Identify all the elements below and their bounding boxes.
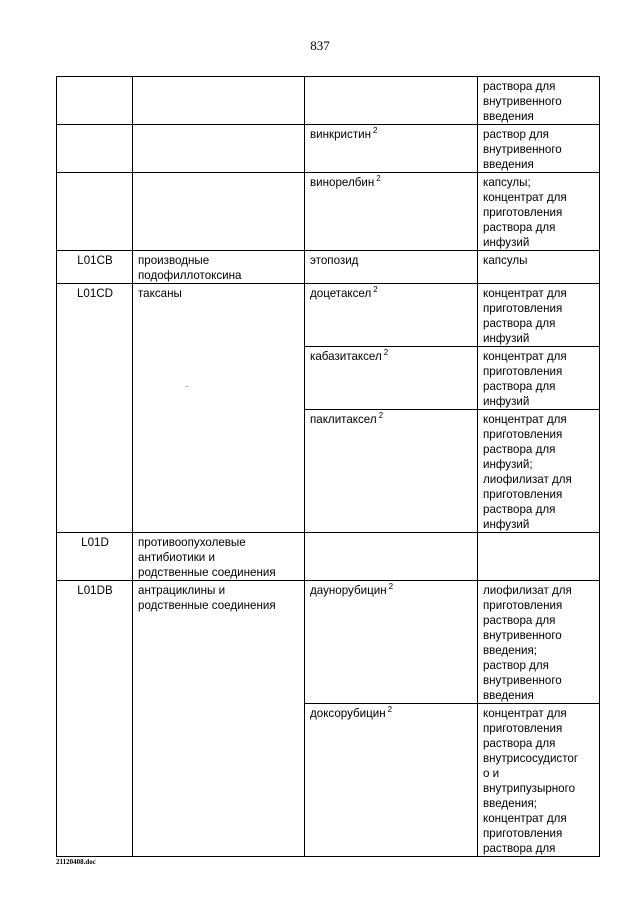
drug-name-cell [305, 410, 478, 533]
atc-code-cell: L01CB [57, 251, 133, 284]
cell-text-line: концентрат для [483, 413, 567, 426]
dosage-form-cell [478, 284, 600, 347]
cell-text-line: раствора для [483, 443, 556, 456]
drug-name: доцетаксел [310, 287, 372, 300]
cell-text-line: внутривенного [483, 629, 562, 642]
cell-text-line: инфузий [483, 518, 530, 531]
drug-name: паклитаксел [310, 413, 377, 426]
cell-text-line: концентрат для [483, 191, 567, 204]
dosage-form-cell [478, 173, 600, 251]
cell-text-line: раствор для [483, 128, 549, 141]
cell-text-line: инфузий [483, 236, 530, 249]
drug-name-cell [305, 533, 478, 581]
cell-text-line: лиофилизат для [483, 473, 572, 486]
cell-text-line: антибиотики и [138, 551, 215, 564]
drug-name: кабазитаксел [310, 350, 382, 363]
cell-text-line: раствора для [483, 614, 556, 627]
cell-text-line: приготовления [483, 722, 563, 735]
drug-name: доксорубицин [310, 707, 386, 720]
atc-group-cell [133, 533, 305, 581]
page-number: 837 [310, 38, 330, 53]
drug-table [56, 76, 600, 857]
atc-group-cell [133, 581, 305, 857]
cell-text-line: концентрат для [483, 707, 567, 720]
drug-name-cell [305, 581, 478, 704]
cell-text-line: раствора для [483, 380, 556, 393]
cell-text-line: введения; [483, 644, 537, 657]
dosage-form-cell [478, 347, 600, 410]
cell-text-line: внутривенного [483, 143, 562, 156]
atc-code-cell [57, 125, 133, 173]
atc-code-cell [57, 173, 133, 251]
atc-group-cell [133, 77, 305, 125]
footnote-mark: 2 [387, 705, 393, 714]
drug-name-cell [305, 173, 478, 251]
atc-code-cell: L01D [57, 533, 133, 581]
footnote-mark: 2 [373, 285, 378, 294]
cell-text-line: раствора для [483, 842, 556, 855]
cell-text-line: раствора для [483, 737, 556, 750]
footnote-mark: 2 [378, 411, 384, 420]
cell-text-line: родственные соединения [138, 566, 276, 579]
atc-code-cell: L01DB [57, 581, 133, 857]
cell-text-line: капсулы [483, 254, 528, 267]
drug-name: этопозид [310, 254, 359, 267]
cell-text-line: подофиллотоксина [138, 269, 242, 282]
cell-text-line: родственные соединения [138, 599, 276, 612]
atc-group-cell [133, 173, 305, 251]
cell-text-line: приготовления [483, 488, 563, 501]
table-row [57, 251, 600, 284]
drug-name: винорелбин [310, 176, 375, 189]
cell-text-line: таксаны [138, 287, 182, 300]
cell-text-line: раствор для [483, 659, 549, 672]
atc-code-cell: L01CD [57, 284, 133, 533]
cell-text-line: приготовления [483, 827, 563, 840]
footnote-mark: 2 [373, 126, 378, 135]
cell-text-line: инфузий [483, 395, 530, 408]
cell-text-line: введения [483, 158, 534, 171]
cell-text-line: приготовления [483, 365, 563, 378]
table-row [57, 581, 600, 704]
cell-text-line: внутривенного [483, 674, 562, 687]
atc-group-cell [133, 125, 305, 173]
drug-name-cell [305, 704, 478, 857]
table-row [57, 173, 600, 251]
cell-text-line: приготовления [483, 428, 563, 441]
dosage-form-cell [478, 77, 600, 125]
table-row [57, 284, 600, 347]
cell-text-line: приготовления [483, 206, 563, 219]
drug-name-cell [305, 251, 478, 284]
dosage-form-cell [478, 581, 600, 704]
cell-text-line: введения; [483, 797, 537, 810]
cell-text-line: лиофилизат для [483, 584, 572, 597]
cell-text-line: концентрат для [483, 812, 567, 825]
dosage-form-cell [478, 410, 600, 533]
cell-text-line: концентрат для [483, 287, 567, 300]
dosage-form-cell [478, 533, 600, 581]
drug-name: винкристин [310, 128, 372, 141]
cell-text-line: внутривенного [483, 95, 562, 108]
drug-name-cell [305, 284, 478, 347]
atc-group-cell [133, 251, 305, 284]
drug-name-cell [305, 125, 478, 173]
cell-text-line: о и [483, 767, 500, 780]
cell-text-line: производные [138, 254, 210, 267]
table-row [57, 533, 600, 581]
cell-text-line: противоопухолевые [138, 536, 246, 549]
cell-text-line: введения [483, 110, 534, 123]
atc-group-cell [133, 284, 305, 533]
cell-text-line: внутрисосудистог [483, 752, 579, 765]
table-row [57, 125, 600, 173]
footnote-mark: 2 [388, 582, 394, 591]
cell-text-line: внутрипузырного [483, 782, 576, 795]
dosage-form-cell [478, 704, 600, 857]
drug-name: даунорубицин [310, 584, 387, 597]
atc-code-cell [57, 77, 133, 125]
drug-name-cell [305, 77, 478, 125]
drug-name-cell [305, 347, 478, 410]
cell-text-line: инфузий; [483, 458, 533, 471]
footnote-mark: 2 [383, 348, 389, 357]
cell-text-line: антрациклины и [138, 584, 226, 597]
cell-text-line: раствора для [483, 221, 556, 234]
cell-text-line: капсулы; [483, 176, 531, 189]
cell-text-line: концентрат для [483, 350, 567, 363]
footnote-mark: 2 [376, 174, 381, 183]
file-name-footer: 21120408.doc [56, 858, 96, 866]
dosage-form-cell [478, 125, 600, 173]
cell-text-line: раствора для [483, 317, 556, 330]
cell-text-line: раствора для [483, 80, 556, 93]
cell-text-line: инфузий [483, 332, 530, 345]
dosage-form-cell [478, 251, 600, 284]
table-row [57, 77, 600, 125]
cell-text-line: раствора для [483, 503, 556, 516]
scan-speck [186, 386, 188, 387]
cell-text-line: введения [483, 689, 534, 702]
cell-text-line: приготовления [483, 599, 563, 612]
cell-text-line: приготовления [483, 302, 563, 315]
